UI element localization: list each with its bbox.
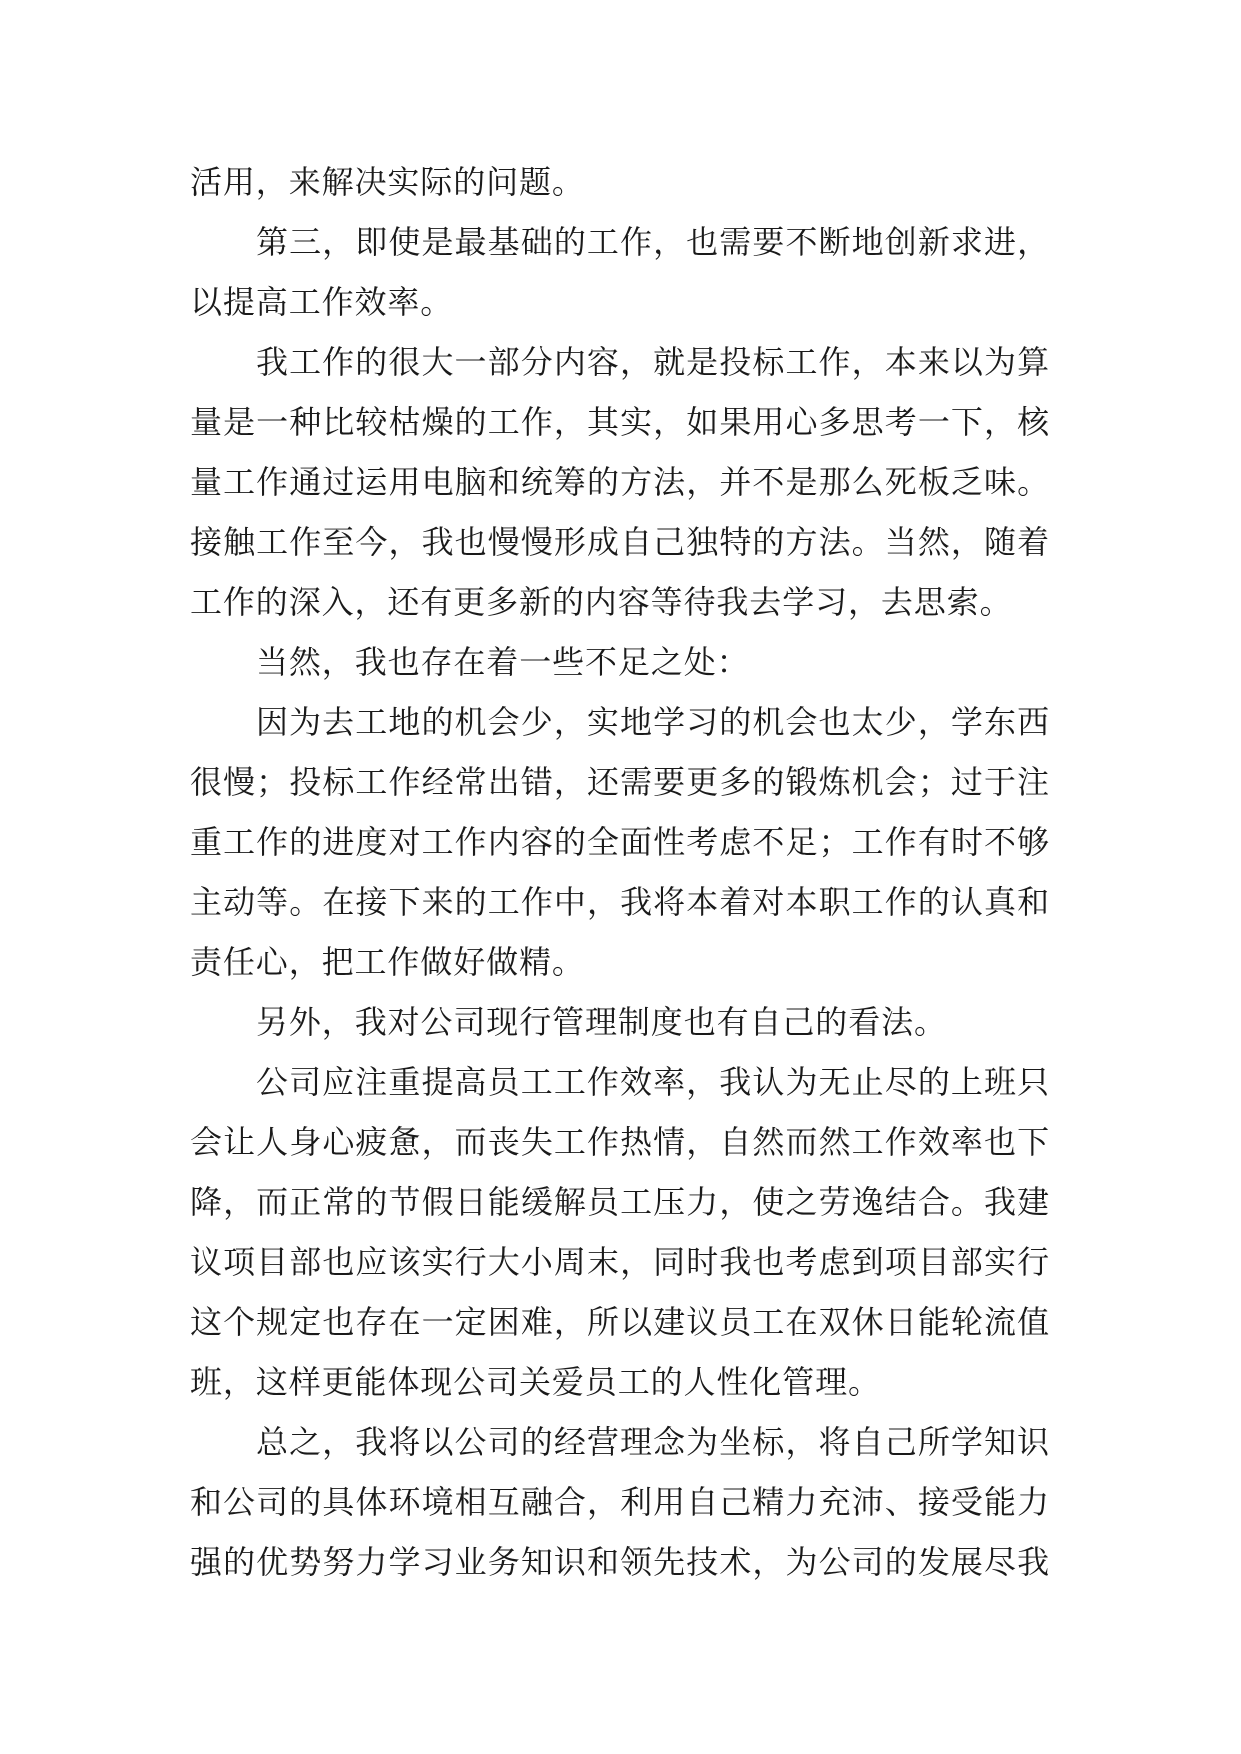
text-line: 会让人身心疲惫，而丧失工作热情，自然而然工作效率也下 (190, 1123, 1050, 1161)
text-line: 当然，我也存在着一些不足之处： (256, 643, 750, 681)
text-line: 总之，我将以公司的经营理念为坐标，将自己所学知识 (256, 1423, 1050, 1461)
text-line: 第三，即使是最基础的工作，也需要不断地创新求进， (256, 223, 1050, 261)
text-line: 责任心，把工作做好做精。 (190, 943, 585, 981)
text-line: 以提高工作效率。 (190, 283, 454, 321)
text-line: 因为去工地的机会少，实地学习的机会也太少，学东西 (256, 703, 1050, 741)
text-line: 主动等。在接下来的工作中，我将本着对本职工作的认真和 (190, 883, 1050, 921)
text-line: 工作的深入，还有更多新的内容等待我去学习，去思索。 (190, 583, 1013, 621)
text-line: 强的优势努力学习业务知识和领先技术，为公司的发展尽我 (190, 1543, 1050, 1581)
text-line: 量工作通过运用电脑和统筹的方法，并不是那么死板乏味。 (190, 463, 1050, 501)
text-line: 我工作的很大一部分内容，就是投标工作，本来以为算 (256, 343, 1050, 381)
text-line: 公司应注重提高员工工作效率，我认为无止尽的上班只 (256, 1063, 1050, 1101)
document-body (190, 152, 1050, 1592)
text-line: 这个规定也存在一定困难，所以建议员工在双休日能轮流值 (190, 1303, 1050, 1341)
text-line: 降，而正常的节假日能缓解员工压力，使之劳逸结合。我建 (190, 1183, 1050, 1221)
text-line: 接触工作至今，我也慢慢形成自己独特的方法。当然，随着 (190, 523, 1050, 561)
text-line: 很慢；投标工作经常出错，还需要更多的锻炼机会；过于注 (190, 763, 1050, 801)
text-line: 活用，来解决实际的问题。 (190, 163, 585, 201)
text-line: 量是一种比较枯燥的工作，其实，如果用心多思考一下，核 (190, 403, 1050, 441)
text-line: 另外，我对公司现行管理制度也有自己的看法。 (256, 1003, 947, 1041)
text-line: 重工作的进度对工作内容的全面性考虑不足；工作有时不够 (190, 823, 1050, 861)
text-line: 班，这样更能体现公司关爱员工的人性化管理。 (190, 1363, 881, 1401)
text-line: 议项目部也应该实行大小周末，同时我也考虑到项目部实行 (190, 1243, 1050, 1281)
text-line: 和公司的具体环境相互融合，利用自己精力充沛、接受能力 (190, 1483, 1050, 1521)
